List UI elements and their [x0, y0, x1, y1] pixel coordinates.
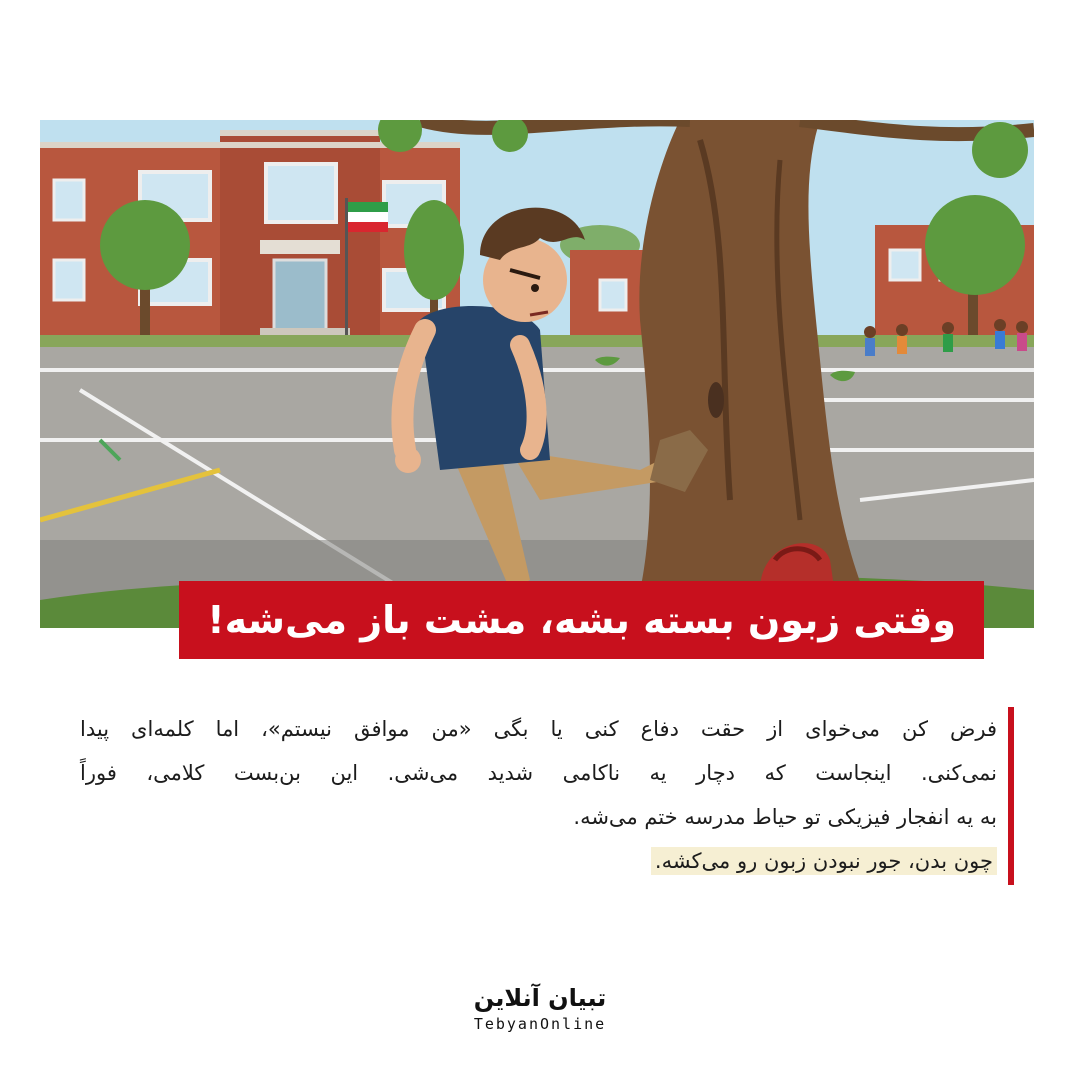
logo-english-text: TebyanOnline: [473, 1015, 607, 1033]
logo-persian-text: تبیان آنلاین: [473, 984, 607, 1012]
headline: وقتی زبون بسته بشه، مشت باز می‌شه!: [207, 598, 956, 642]
tebyan-logo: [460, 983, 620, 1035]
hero-illustration: [40, 120, 1034, 628]
body-text-block: [80, 707, 1014, 885]
highlight-line: [80, 839, 997, 883]
body-line: فرض کن می‌خوای از حقت دفاع کنی یا بگی «من موافق نیستم»، اما کلمه‌ای پیدا: [80, 717, 997, 741]
schoolyard-scene: [40, 120, 1034, 628]
title-banner: [179, 581, 984, 659]
body-line: به یه انفجار فیزیکی تو حیاط مدرسه ختم می‌شه.: [573, 805, 997, 829]
body-line: نمی‌کنی. اینجاست که دچار یه ناکامی شدید می‌شی. این بن‌بست کلامی، فوراً: [80, 761, 997, 785]
highlighted-text: چون بدن، جور نبودن زبون رو می‌کشه.: [651, 847, 997, 875]
